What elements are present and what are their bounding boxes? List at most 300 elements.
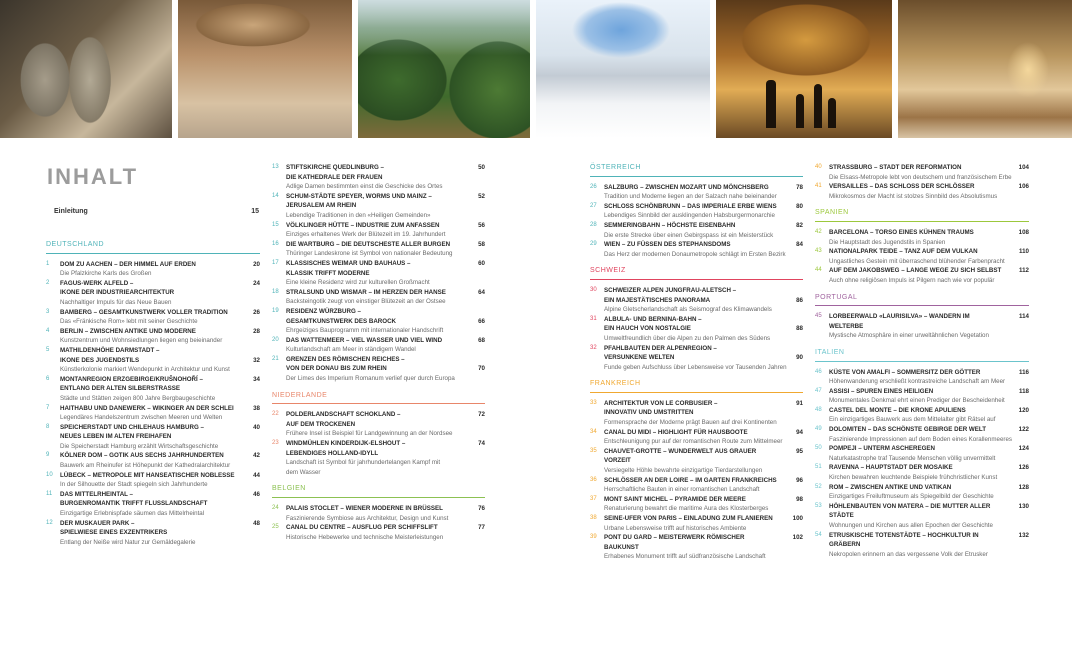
entry-title: DAS WATTENMEER – VIEL WASSER UND VIEL WIND [286, 336, 443, 344]
entry-page: 52 [478, 192, 485, 200]
entry-number: 13 [272, 164, 279, 170]
entry-description: Einziges erhaltenes Werk der Blütezeit im 19. Jahrhundert [286, 231, 446, 239]
entry-page [242, 288, 260, 298]
entry-page: 96 [796, 476, 803, 484]
toc-section [590, 163, 803, 259]
toc-entry[interactable] [815, 483, 1029, 502]
entry-page: 112 [1019, 267, 1029, 275]
entry-title: RESIDENZ WÜRZBURG – [286, 307, 361, 315]
entry-page: 58 [478, 240, 485, 248]
photo-strip [0, 0, 1076, 138]
entry-title: PFAHLBAUTEN DER ALPENREGION – [604, 344, 717, 352]
entry-title: KLASSISCHES WEIMAR UND BAUHAUS – [286, 259, 411, 267]
entry-title: SEMMERINGBAHN – HÖCHSTE EISENBAHN [604, 221, 736, 229]
entry-title: CASTEL DEL MONTE – DIE KRONE APULIENS [829, 406, 966, 414]
entry-title: KÜSTE VON AMALFI – SOMMERSITZ DER GÖTTER [829, 368, 981, 376]
toc-section [272, 391, 485, 478]
entry-page: 98 [796, 495, 803, 503]
toc-entry[interactable] [590, 202, 803, 221]
entry-title-line2: IKONE DES JUGENDSTILS [60, 356, 140, 364]
entry-page [785, 315, 803, 325]
toc-entry-intro[interactable] [54, 208, 259, 215]
entry-page [242, 384, 260, 394]
toc-entry[interactable] [272, 259, 485, 288]
entry-number: 10 [46, 471, 53, 478]
entry-title-line2: INNOVATIV UND UMSTRITTEN [604, 409, 694, 417]
entry-page: 68 [478, 336, 485, 344]
entry-page: 88 [796, 325, 803, 333]
entry-page: 70 [478, 365, 485, 373]
entry-page: 86 [796, 296, 803, 304]
entry-title-line2: NEUES LEBEN IM ALTEN FREIHAFEN [60, 433, 172, 441]
entry-number: 20 [272, 336, 279, 343]
entry-title-line2: VON DER DONAU BIS ZUM RHEIN [286, 365, 387, 373]
section-heading: PORTUGAL [815, 293, 1029, 307]
toc-entry[interactable] [46, 471, 260, 490]
entry-title-line2: AUF DEM TROCKENEN [286, 420, 356, 428]
toc-entry[interactable] [815, 312, 1029, 341]
toc-entry[interactable] [590, 183, 803, 202]
entry-number: 3 [46, 308, 50, 315]
entry-page [467, 355, 485, 365]
toc-entry[interactable] [272, 504, 485, 523]
entry-title: DIE WARTBURG – DIE DEUTSCHESTE ALLER BURGEN [286, 240, 451, 248]
entry-number: 37 [590, 495, 597, 502]
entry-number: 22 [272, 411, 279, 418]
entry-title: CANAL DU CENTRE – AUSFLUG PER SCHIFFSLIFT [286, 524, 438, 532]
entry-title-line2: SPIELWIESE EINES EXZENTRIKERS [60, 529, 168, 537]
entry-title-line2: GESAMTKUNSTWERK DES BAROCK [286, 317, 397, 325]
entry-title-line2: LEBENDIGES HOLLAND-IDYLL [286, 449, 379, 457]
entry-page: 46 [253, 490, 260, 498]
entry-title: PALAIS STOCLET – WIENER MODERNE IN BRÜSSEL [286, 505, 443, 512]
sculpture-cafe-photo [0, 0, 172, 138]
toc-entry[interactable] [815, 368, 1029, 387]
entry-number: 53 [815, 502, 822, 509]
entry-title: VERSAILLES – DAS SCHLOSS DER SCHLÖSSER [829, 183, 975, 191]
entry-number: 49 [815, 426, 822, 433]
basilica-interior-photo [898, 0, 1072, 138]
entry-number: 6 [46, 375, 50, 382]
entry-number: 42 [815, 228, 822, 235]
entry-description: Die Pfalzkirche Karls des Großen [60, 270, 152, 278]
toc-entry[interactable] [815, 406, 1029, 425]
entry-page [467, 269, 485, 279]
entry-number: 52 [815, 483, 822, 490]
entry-title-line2: BURGENROMANTIK TRIFFT FLUSSLANDSCHAFT [60, 500, 208, 508]
entry-description: Tradition und Moderne liegen an der Salzach nahe beieinander [604, 193, 777, 201]
toc-entry[interactable] [272, 523, 485, 542]
toc-entry[interactable] [815, 463, 1029, 482]
entry-title: HAITHABU UND DANEWERK – WIKINGER AN DER SCHLEI [60, 404, 234, 412]
entry-title: FAGUS-WERK ALFELD – [60, 279, 134, 287]
toc-entry[interactable] [815, 444, 1029, 463]
entry-description: In der Silhouette der Stadt spiegeln sich Jahrhunderte [60, 481, 208, 489]
entry-number: 36 [590, 476, 597, 483]
mill-interior-photo [178, 0, 352, 138]
toc-entry[interactable] [46, 404, 260, 423]
toc-entry[interactable] [46, 519, 260, 548]
entry-number: 31 [590, 315, 597, 322]
entry-title: BAMBERG – GESAMTKUNSTWERK VOLLER TRADITION [60, 308, 228, 316]
entry-page: 40 [253, 423, 260, 431]
entry-page: 102 [792, 534, 803, 542]
entry-title: ROM – ZWISCHEN ANTIKE UND VATIKAN [829, 483, 952, 491]
entry-page [242, 528, 260, 538]
entry-description: Bauwerk am Rheinufer ist Höhepunkt der Kathedralarchitektur [60, 462, 231, 470]
entry-page: 77 [478, 524, 485, 532]
toc-entry[interactable] [815, 182, 1029, 201]
toc-entry[interactable] [590, 221, 803, 240]
entry-title: HÖHLENBAUTEN VON MATERA – DIE MUTTER ALLER STÄDTE [829, 502, 991, 520]
entry-description: Künstlerkolonie markiert Wendepunkt in Architektur und Kunst [60, 366, 230, 374]
entry-page: 91 [796, 399, 803, 407]
entry-title: DOM ZU AACHEN – DER HIMMEL AUF ERDEN [60, 260, 196, 268]
entry-page: 110 [1019, 248, 1029, 256]
entry-description: Nekropolen erinnern an das vergessene Volk der Etrusker [829, 550, 988, 558]
toc-entry[interactable] [815, 247, 1029, 266]
entry-number: 24 [272, 505, 279, 511]
entry-description: Städte und Stätten zeigen 800 Jahre Bergbaugeschichte [60, 394, 216, 402]
entry-page: 100 [792, 515, 803, 522]
entry-page: 78 [796, 183, 803, 191]
entry-title-line2: JERUSALEM AM RHEIN [286, 202, 357, 210]
entry-page: 56 [478, 221, 485, 229]
entry-title: POLDERLANDSCHAFT SCHOKLAND – [286, 411, 401, 419]
entry-title: PONT DU GARD – MEISTERWERK RÖMISCHER BAUKUNST [604, 534, 745, 551]
toc-section [815, 208, 1029, 285]
entry-page [467, 449, 485, 459]
entry-description: Das «Fränkische Rom» lebt mit seiner Geschichte [60, 318, 198, 326]
entry-description: Naturkatastrophe traf Tausende Menschen völlig unvermittelt [829, 454, 996, 462]
entry-page: 20 [253, 260, 260, 268]
entry-description: Lebendige Traditionen in den «Heiligen Gemeinden» [286, 211, 431, 219]
toc-entry[interactable] [272, 192, 485, 221]
entry-number: 44 [815, 267, 822, 274]
entry-number: 43 [815, 248, 822, 255]
entry-page: 74 [478, 440, 485, 448]
toc-section [590, 379, 803, 562]
entry-page: 82 [796, 221, 803, 229]
entry-description: Entlang der Neiße wird Natur zur Gemäldegalerie [60, 538, 196, 546]
entry-page: 124 [1018, 445, 1029, 453]
entry-description: Ein einzigartiges Bauwerk aus dem Mittelalter gibt Rätsel auf [829, 416, 996, 424]
entry-number: 23 [272, 440, 279, 447]
entry-number: 7 [46, 404, 50, 411]
intro-page: 15 [251, 208, 259, 215]
entry-number: 12 [46, 519, 53, 526]
entry-title: KÖLNER DOM – GOTIK AUS SECHS JAHRHUNDERTEN [60, 452, 224, 460]
entry-number: 47 [815, 387, 822, 394]
toc-entry[interactable] [46, 451, 260, 470]
entry-page: 66 [478, 317, 485, 325]
entry-description: Die Speicherstadt Hamburg erzählt Wirtschaftsgeschichte [60, 442, 219, 450]
entry-title-line2: KLASSIK TRIFFT MODERNE [286, 269, 370, 277]
entry-title: ASSISI – SPUREN EINES HEILIGEN [829, 387, 934, 395]
entry-number: 18 [272, 288, 279, 295]
entry-description: Alpine Gletscherlandschaft als Seismograf des Klimawandels [604, 306, 772, 314]
entry-page [242, 499, 260, 509]
entry-page: 106 [1018, 183, 1029, 191]
entry-number: 41 [815, 183, 822, 190]
toc-entry[interactable] [590, 286, 803, 315]
entry-title: CANAL DU MIDI – HIGHLIGHT FÜR HAUSBOOTE [604, 428, 748, 436]
entry-title: SCHWEIZER ALPEN JUNGFRAU-ALETSCH – [604, 286, 737, 294]
toc-entry[interactable] [272, 307, 485, 336]
entry-title: DAS MITTELRHEINTAL – [60, 490, 133, 498]
entry-title-line2: VERSUNKENE WELTEN [604, 354, 675, 362]
toc-entry[interactable] [272, 439, 485, 477]
entry-description: Adlige Damen bestimmten einst die Geschicke des Ortes [286, 183, 443, 191]
toc-entry[interactable] [272, 355, 485, 384]
entry-page: 94 [796, 428, 803, 436]
entry-description: Kulturlandschaft am Meer in ständigem Wandel [286, 346, 416, 354]
toc-column-3 [590, 163, 803, 569]
cave-photo [716, 0, 892, 138]
entry-number: 8 [46, 423, 50, 430]
toc-entry[interactable] [590, 315, 803, 344]
toc-column-2 [272, 163, 485, 549]
toc-entry[interactable] [590, 476, 803, 495]
entry-description: Historische Hebewerke und technische Meisterleistungen [286, 533, 444, 541]
section-heading: DEUTSCHLAND [46, 240, 260, 254]
entry-number: 46 [815, 368, 822, 375]
entry-title: SALZBURG – ZWISCHEN MOZART UND MÖNCHSBERG [604, 183, 769, 191]
entry-page: 44 [253, 471, 260, 479]
entry-description-line2: dem Wasser [286, 468, 321, 476]
page-title: INHALT [47, 164, 139, 189]
toc-entry[interactable] [46, 327, 260, 346]
toc-entry[interactable] [815, 387, 1029, 406]
entry-number: 50 [815, 445, 822, 452]
entry-description: Kunstzentrum und Wohnsiedlungen liegen eng beieinander [60, 337, 223, 345]
entry-title: CHAUVET-GROTTE – WUNDERWELT AUS GRAUER VORZEIT [604, 447, 757, 465]
entry-page: 28 [253, 327, 260, 335]
toc-entry[interactable] [46, 260, 260, 279]
entry-description: Die Elsass-Metropole lebt von deutschem und französischem Erbe [829, 173, 1012, 181]
entry-number: 4 [46, 327, 50, 334]
entry-number: 2 [46, 279, 50, 286]
entry-title: AUF DEM JAKOBSWEG – LANGE WEGE ZU SICH SELBST [829, 267, 1002, 275]
entry-number: 9 [46, 452, 50, 459]
toc-entry[interactable] [590, 447, 803, 476]
section-heading: SCHWEIZ [590, 266, 803, 280]
entry-title: STRALSUND UND WISMAR – IM HERZEN DER HANSE [286, 288, 446, 296]
entry-number: 38 [590, 515, 597, 521]
entry-title: SEINE-UFER VON PARIS – EINLADUNG ZUM FLANIEREN [604, 515, 773, 522]
section-heading: ÖSTERREICH [590, 163, 803, 177]
toc-entry[interactable] [46, 375, 260, 404]
entry-page [785, 286, 803, 296]
entry-description: Formensprache der Moderne prägt Bauen auf drei Kontinenten [604, 419, 777, 427]
entry-number: 26 [590, 183, 597, 190]
entry-page: 104 [1018, 164, 1029, 171]
entry-page: 24 [253, 279, 260, 287]
entry-page: 118 [1019, 387, 1029, 395]
entry-page [467, 307, 485, 317]
entry-description: Ehrgeiziges Bauprogramm mit internationaler Handschrift [286, 327, 444, 335]
entry-page: 122 [1018, 426, 1029, 434]
entry-page [467, 420, 485, 430]
entry-number: 32 [590, 344, 597, 351]
toc-entry[interactable] [590, 495, 803, 514]
entry-number: 19 [272, 307, 279, 314]
entry-page: 64 [478, 288, 485, 296]
entry-title: MONT SAINT MICHEL – PYRAMIDE DER MEERE [604, 495, 746, 503]
entry-page: 116 [1019, 368, 1029, 376]
entry-page: 120 [1018, 406, 1029, 414]
entry-page [785, 408, 803, 418]
toc-section [815, 293, 1029, 341]
entry-title: MONTANREGION ERZGEBIRGE/KRUŠNOHOŘÍ – [60, 375, 203, 383]
entry-description: Thüringer Landeskrone ist Symbol von nationaler Bedeutung [286, 250, 453, 258]
entry-page: 42 [253, 452, 260, 460]
entry-title: ETRUSKISCHE TOTENSTÄDTE – HOCHKULTUR IN GRÄBERN [829, 531, 979, 549]
toc-entry[interactable] [272, 336, 485, 355]
entry-page: 32 [253, 356, 260, 364]
entry-number: 48 [815, 406, 822, 413]
entry-title: MATHILDENHÖHE DARMSTADT – [60, 346, 160, 354]
toc-entry[interactable] [46, 423, 260, 452]
entry-description: Wohnungen und Kirchen aus allen Epochen der Geschichte [829, 522, 993, 529]
entry-description: Die erste Strecke über einen Gebirgspass ist ein Meisterstück [604, 231, 774, 239]
entry-number: 34 [590, 428, 597, 435]
toc-entry[interactable] [590, 344, 803, 373]
entry-number: 39 [590, 534, 597, 541]
glacier-photo [536, 0, 710, 138]
toc-entry[interactable] [272, 240, 485, 259]
toc-section [46, 240, 260, 547]
toc-entry[interactable] [815, 425, 1029, 444]
entry-title: LORBEERWALD «LAURISILVA» – WANDERN IM WELTERBE [829, 313, 970, 330]
entry-page: 108 [1018, 228, 1029, 236]
entry-page: 38 [253, 404, 260, 412]
toc-entry[interactable] [815, 228, 1029, 247]
entry-description: Ungastliches Gestein mit überraschend blühender Farbenpracht [829, 257, 1005, 265]
entry-title: ARCHITEKTUR VON LE CORBUSIER – [604, 399, 718, 407]
toc-section [590, 266, 803, 372]
entry-description: Entschleunigung pur auf der romantischen Route zum Mittelmeer [604, 438, 783, 446]
toc-section [272, 484, 485, 542]
entry-number: 29 [590, 241, 597, 248]
entry-page: 130 [1018, 502, 1029, 510]
toc-entry[interactable] [46, 490, 260, 519]
entry-number: 27 [590, 202, 597, 209]
entry-title: RAVENNA – HAUPTSTADT DER MOSAIKE [829, 464, 953, 472]
toc-entry[interactable] [272, 221, 485, 240]
entry-description: Einzigartige Erlebnispfade säumen das Mittelrheintal [60, 510, 205, 518]
entry-description: Landschaft ist Symbol für jahrhundertelangen Kampf mit [286, 459, 441, 467]
entry-description: Der Limes des Imperium Romanum verlief quer durch Europa [286, 375, 455, 383]
toc-entry[interactable] [815, 163, 1029, 182]
toc-entry[interactable] [590, 514, 803, 533]
entry-description: Auch ohne religiösen Impuls ist Pilgern nach wie vor populär [829, 276, 995, 284]
section-heading: NIEDERLANDE [272, 391, 485, 405]
toc-entry[interactable] [272, 163, 485, 192]
greenhouse-photo [358, 0, 530, 138]
toc-section [272, 163, 485, 384]
entry-title: STIFTSKIRCHE QUEDLINBURG – [286, 164, 384, 171]
entry-title-line2: EIN HAUCH VON NOSTALGIE [604, 325, 691, 333]
entry-description: Höhenwanderung erschließt kontrastreiche Landschaft am Meer [829, 378, 1006, 386]
toc-entry[interactable] [590, 240, 803, 259]
entry-title-line2: EIN MAJESTÄTISCHES PANORAMA [604, 296, 711, 304]
toc-entry[interactable] [815, 531, 1029, 560]
entry-page [242, 432, 260, 442]
entry-title: SPEICHERSTADT UND CHILEHAUS HAMBURG – [60, 423, 204, 431]
entry-page: 80 [796, 202, 803, 210]
entry-page [785, 344, 803, 354]
entry-title: ALBULA- UND BERNINA-BAHN – [604, 315, 702, 323]
entry-title: SCHLOSS SCHÖNBRUNN – DAS IMPERIALE ERBE WIENS [604, 202, 777, 210]
entry-number: 28 [590, 221, 597, 228]
entry-description: Urbane Lebensweise trifft auf historisches Ambiente [604, 524, 747, 532]
toc-entry[interactable] [590, 533, 803, 562]
entry-title-line2: DIE KATHEDRALE DER FRAUEN [286, 173, 383, 181]
entry-number: 15 [272, 221, 279, 228]
entry-number: 40 [815, 164, 822, 170]
entry-title: SCHLÖSSER AN DER LOIRE – IM GARTEN FRANKREICHS [604, 476, 777, 484]
toc-entry[interactable] [815, 266, 1029, 285]
entry-number: 33 [590, 399, 597, 406]
entry-page: 84 [796, 241, 803, 249]
entry-title: DOLOMITEN – DAS SCHÖNSTE GEBIRGE DER WELT [829, 426, 986, 434]
entry-description: Backsteingotik zeugt von einstiger Blütezeit an der Ostsee [286, 298, 446, 306]
entry-description: Monumentales Denkmal ehrt einen Prediger der Bescheidenheit [829, 397, 1005, 405]
toc-column-4 [815, 163, 1029, 566]
toc-section [815, 163, 1029, 201]
entry-page [467, 201, 485, 211]
entry-title: BERLIN – ZWISCHEN ANTIKE UND MODERNE [60, 327, 196, 335]
entry-page: 60 [478, 259, 485, 267]
toc-entry[interactable] [46, 346, 260, 375]
entry-page: 48 [253, 519, 260, 527]
entry-title: POMPEJI – UNTERM ASCHEREGEN [829, 445, 936, 453]
entry-page: 132 [1018, 531, 1029, 539]
toc-entry[interactable] [815, 502, 1029, 531]
entry-page: 128 [1018, 483, 1029, 491]
entry-description: Versiegelte Höhle bewahrte einzigartige Tierdarstellungen [604, 467, 763, 475]
entry-number: 30 [590, 286, 597, 293]
toc-entry[interactable] [590, 428, 803, 447]
entry-number: 17 [272, 259, 279, 266]
entry-number: 5 [46, 346, 50, 353]
entry-description: Umweltfreundlich über die Alpen zu den Palmen des Südens [604, 334, 771, 342]
entry-description: Herrschaftliche Bauten in einer romantischen Landschaft [604, 486, 760, 494]
entry-number: 45 [815, 313, 822, 320]
entry-description: Mikrokosmos der Macht ist stolzes Sinnbild des Absolutismus [829, 192, 998, 200]
entry-page: 114 [1019, 313, 1029, 321]
toc-entry[interactable] [272, 410, 485, 439]
entry-page [467, 173, 485, 183]
entry-page: 72 [478, 411, 485, 419]
entry-title-line2: ENTLANG DER ALTEN SILBERSTRASSE [60, 385, 180, 393]
entry-title: WINDMÜHLEN KINDERDIJK-ELSHOUT – [286, 440, 406, 448]
entry-title: BARCELONA – TORSO EINES KÜHNEN TRAUMS [829, 228, 974, 236]
toc-entry[interactable] [46, 279, 260, 308]
entry-page: 90 [796, 354, 803, 362]
entry-number: 16 [272, 240, 279, 247]
section-heading: SPANIEN [815, 208, 1029, 222]
entry-description: Die Hauptstadt des Jugendstils in Spanien [829, 238, 946, 246]
entry-page: 50 [478, 164, 485, 171]
toc-entry[interactable] [590, 399, 803, 428]
intro-label: Einleitung [54, 208, 88, 215]
toc-entry[interactable] [46, 308, 260, 327]
toc-entry[interactable] [272, 288, 485, 307]
entry-description: Renaturierung bewahrt die maritime Aura des Klosterberges [604, 505, 769, 513]
entry-description: Faszinierende Symbiose aus Architektur, Design und Kunst [286, 514, 449, 522]
